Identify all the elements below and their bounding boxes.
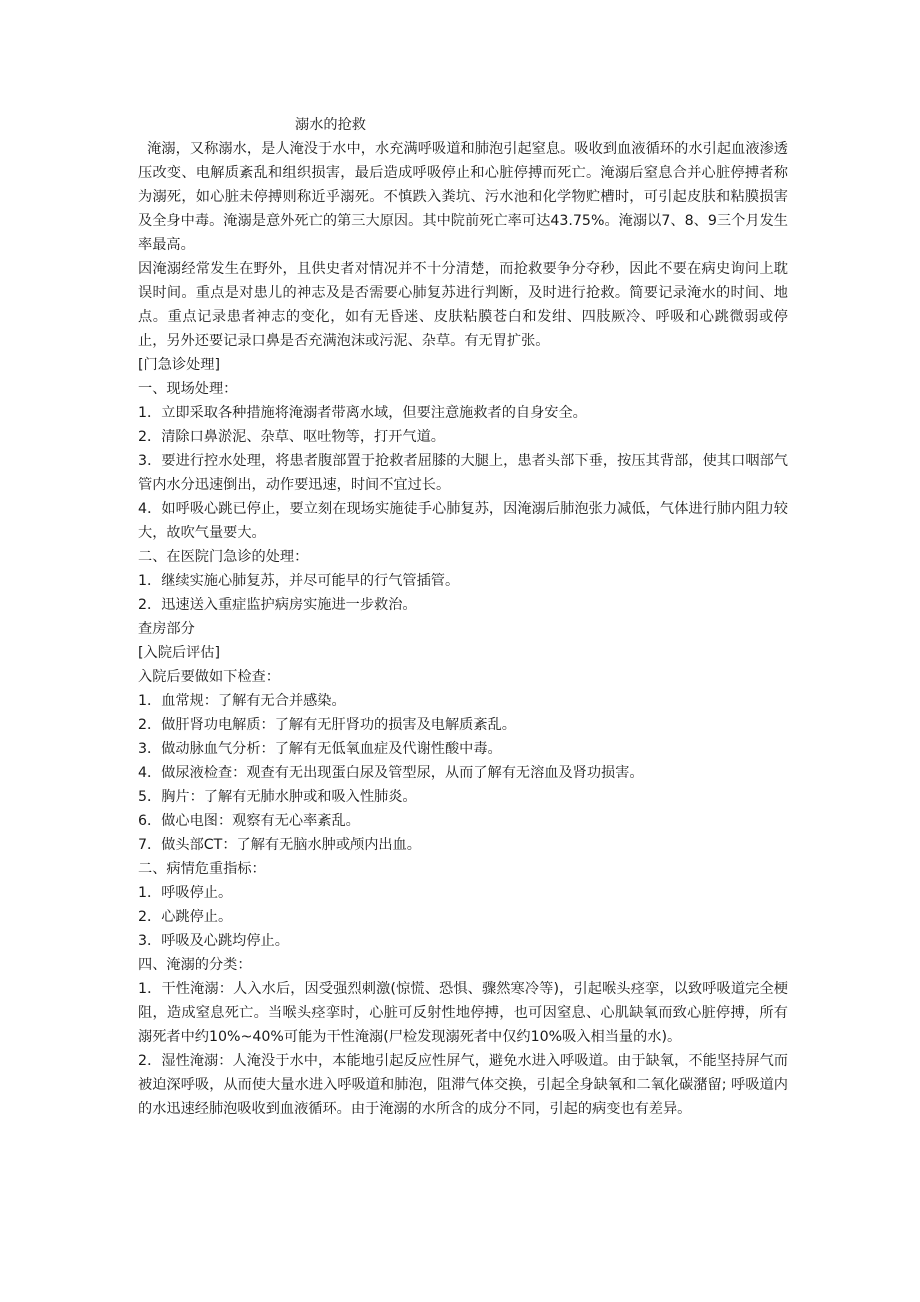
list-item: 5．胸片：了解有无肺水肿或和吸入性肺炎。 (138, 789, 417, 805)
list-item: 1．血常规：了解有无合并感染。 (138, 693, 346, 709)
list-item: 2．清除口鼻淤泥、杂草、呕吐物等，打开气道。 (138, 429, 445, 445)
list-item: 7．做头部CT：了解有无脑水肿或颅内出血。 (138, 837, 421, 853)
list-item: 3．做动脉血气分析：了解有无低氧血症及代谢性酸中毒。 (138, 741, 502, 757)
list-item: 4．做尿液检查：观查有无出现蛋白尿及管型尿，从而了解有无溶血及肾功损害。 (138, 765, 644, 781)
list-item: 1．干性淹溺：人入水后，因受强烈刺激(惊慌、恐惧、骤然寒冷等)，引起喉头痉挛，以致呼吸道完全梗阻，造成窒息死亡。当喉头痉挛时，心脏可反射性地停搏，也可因窒息、心肌缺氧而致心脏停搏，所有溺死者中约10%~40%可能为干性淹溺(尸检发现溺死者中仅约10%吸入相当量的水)。 (138, 981, 788, 1045)
list-item: 3．要进行控水处理，将患者腹部置于抢救者屈膝的大腿上，患者头部下垂，按压其背部，使其口咽部气管内水分迅速倒出，动作要迅速，时间不宜过长。 (138, 453, 788, 493)
section-heading-classification: 四、淹溺的分类： (138, 957, 252, 973)
section-heading-critical: 二、病情危重指标： (138, 861, 266, 877)
section-heading-hospital: 二、在医院门急诊的处理： (138, 549, 309, 565)
list-item: 2．做肝肾功电解质：了解有无肝肾功的损害及电解质紊乱。 (138, 717, 516, 733)
list-item: 1．呼吸停止。 (138, 885, 233, 901)
list-item: 6．做心电图：观察有无心率紊乱。 (138, 813, 360, 829)
section-heading-admission: [入院后评估] (138, 645, 221, 661)
list-item: 1．立即采取各种措施将淹溺者带离水域，但要注意施救者的自身安全。 (138, 405, 587, 421)
list-item: 3．呼吸及心跳均停止。 (138, 933, 289, 949)
document-body (138, 113, 788, 1121)
section-heading-emergency: [门急诊处理] (138, 357, 221, 373)
list-item: 2．迅速送入重症监护病房实施进一步救治。 (138, 597, 417, 613)
intro-paragraph: 淹溺，又称溺水，是人淹没于水中，水充满呼吸道和肺泡引起窒息。吸收到血液循环的水引起血液渗透压改变、电解质紊乱和组织损害，最后造成呼吸停止和心脏停搏而死亡。淹溺后窒息合并心脏停搏者称为溺死，如心脏未停搏则称近乎溺死。不慎跌入粪坑、污水池和化学物贮槽时，可引起皮肤和粘膜损害及全身中毒。淹溺是意外死亡的第三大原因。其中院前死亡率可达43.75%。淹溺以7、8、9三个月发生率最高。 (138, 141, 788, 253)
list-item: 2．湿性淹溺：人淹没于水中，本能地引起反应性屏气，避免水进入呼吸道。由于缺氧，不能坚持屏气而被迫深呼吸，从而使大量水进入呼吸道和肺泡，阻滞气体交换，引起全身缺氧和二氧化碳潴留; 呼吸道内的水迅速经肺泡吸收到血液循环。由于淹溺的水所含的成分不同，引起的病变也有差异。 (138, 1053, 788, 1117)
exam-intro: 入院后要做如下检查： (138, 669, 280, 685)
list-item: 1．继续实施心肺复苏，并尽可能早的行气管插管。 (138, 573, 460, 589)
section-heading-scene: 一、现场处理： (138, 381, 238, 397)
history-paragraph: 因淹溺经常发生在野外，且供史者对情况并不十分清楚，而抢救要争分夺秒，因此不要在病史询问上耽误时间。重点是对患儿的神志及是否需要心肺复苏进行判断，及时进行抢救。简要记录淹水的时间、地点。重点记录患者神志的变化，如有无昏迷、皮肤粘膜苍白和发绀、四肢厥冷、呼吸和心跳微弱或停止，另外还要记录口鼻是否充满泡沫或污泥、杂草。有无胃扩张。 (138, 261, 788, 349)
list-item: 2．心跳停止。 (138, 909, 233, 925)
section-heading-ward: 查房部分 (138, 621, 195, 637)
document-title: 溺水的抢救 (295, 117, 366, 133)
list-item: 4．如呼吸心跳已停止，要立刻在现场实施徒手心肺复苏，因淹溺后肺泡张力减低，气体进行肺内阻力较大，故吹气量要大。 (138, 501, 788, 541)
